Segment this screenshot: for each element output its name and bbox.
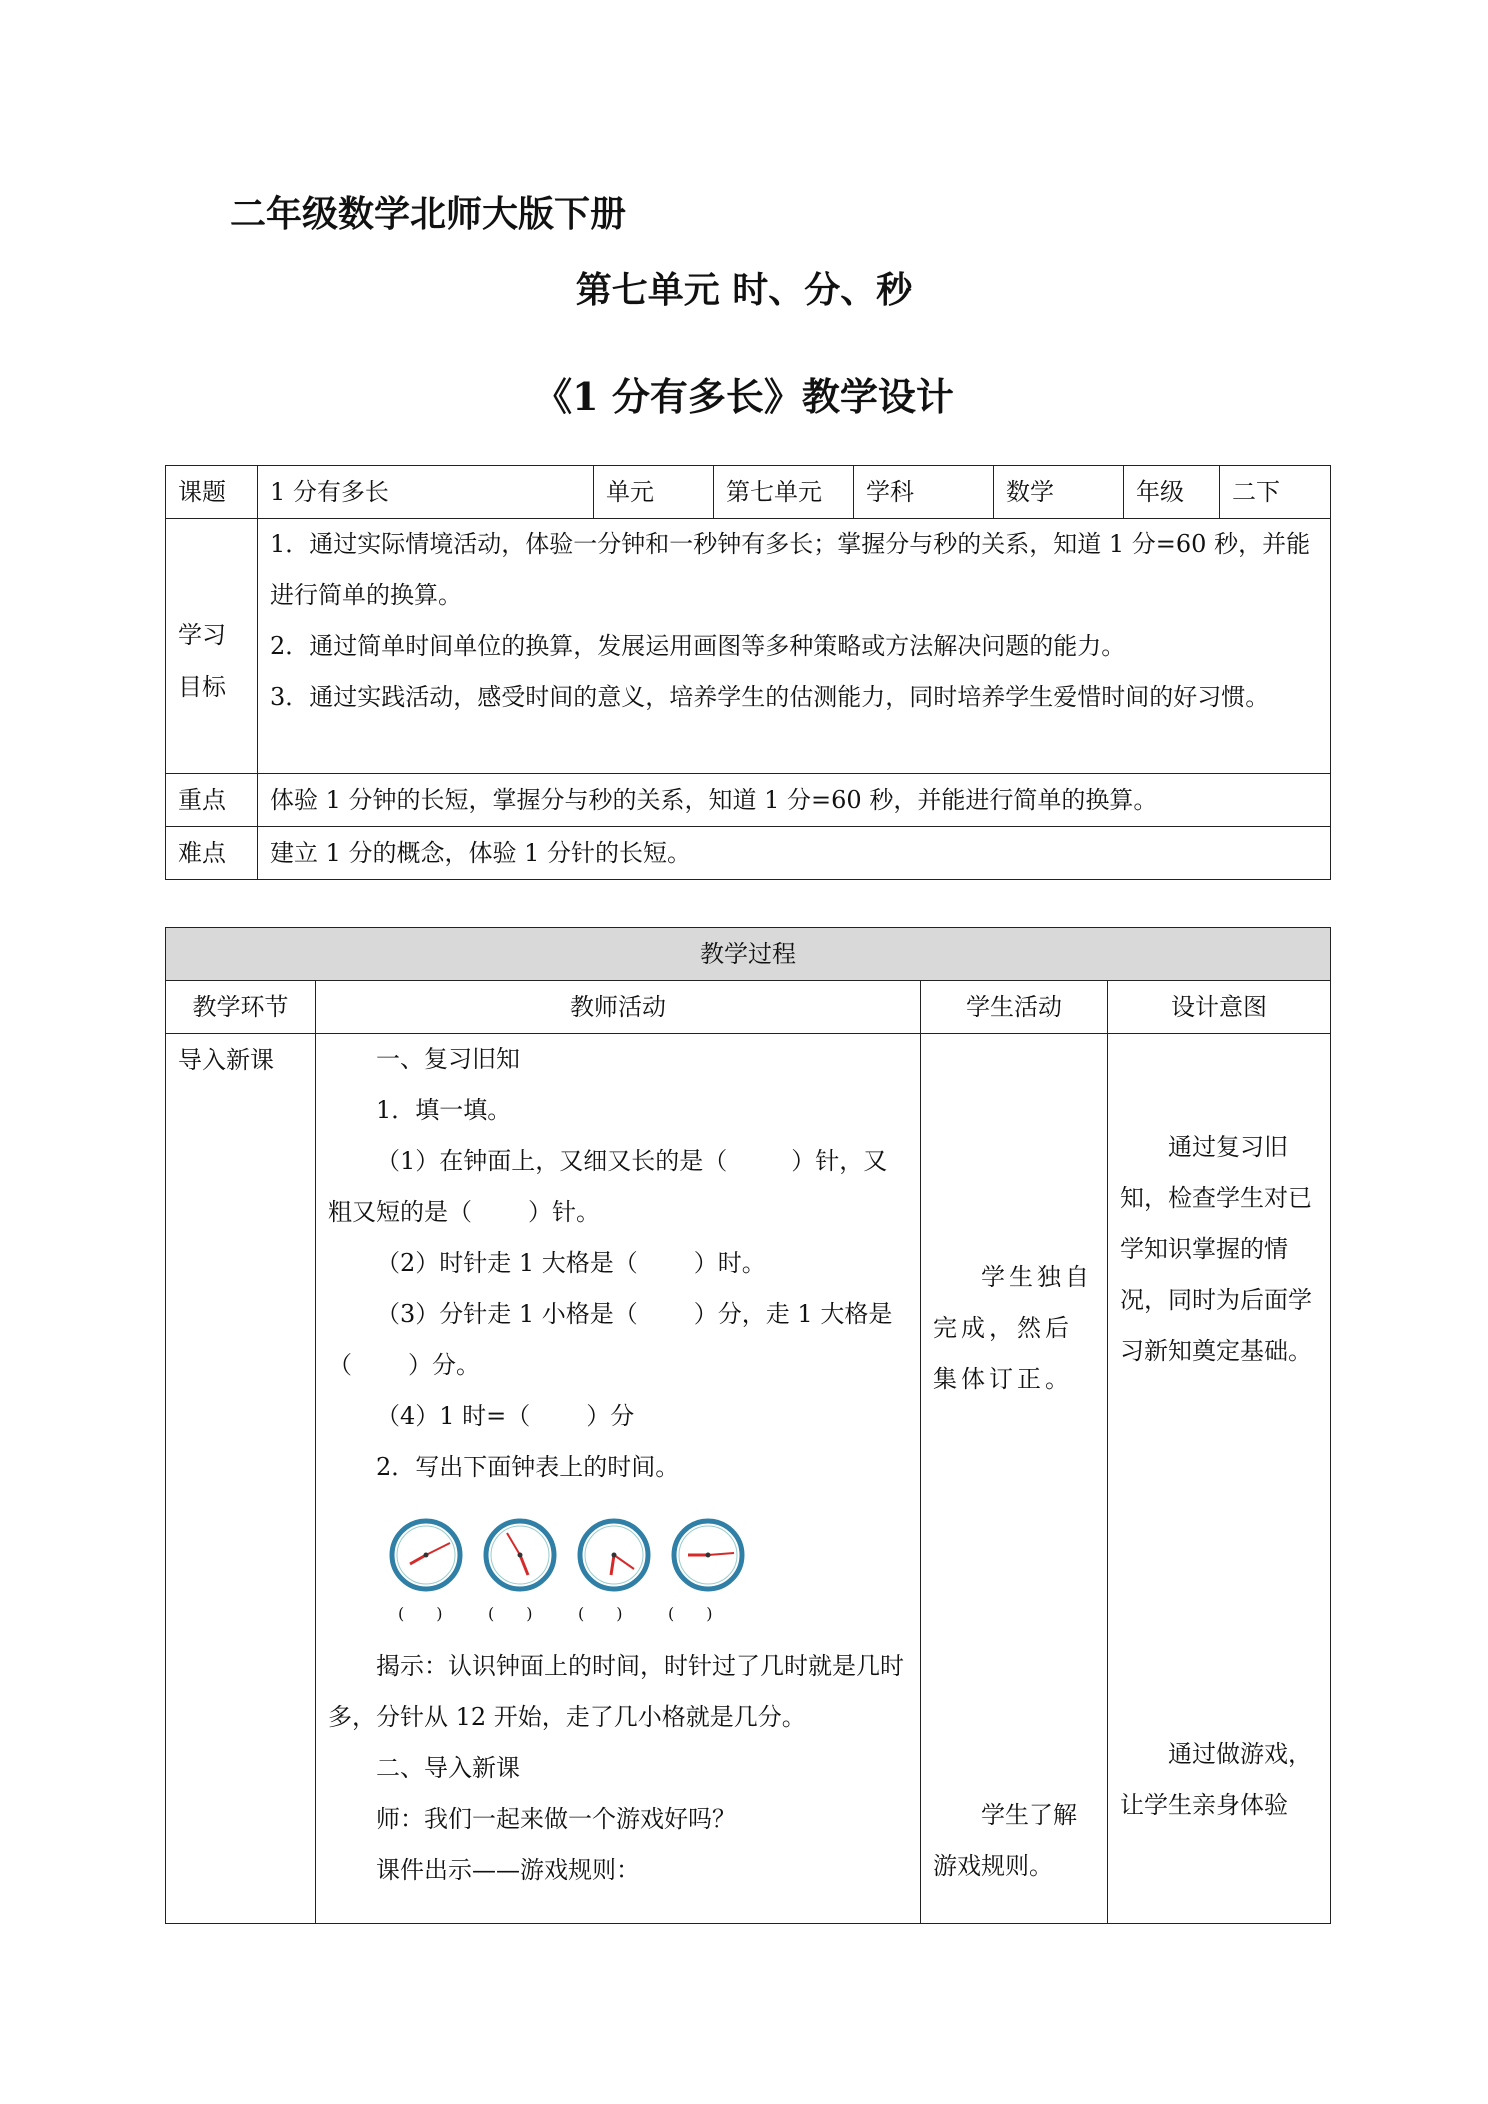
- label-difficulty: 难点: [166, 827, 258, 880]
- value-subject: 数学: [994, 466, 1124, 519]
- value-unit: 第七单元: [714, 466, 854, 519]
- label-topic: 课题: [166, 466, 258, 519]
- goal-1: 1．通过实际情境活动，体验一分钟和一秒钟有多长；掌握分与秒的关系，知道 1 分=60 秒，并能进行简单的换算。: [270, 530, 1311, 609]
- col-stage: 教学环节: [166, 981, 316, 1034]
- process-table: [165, 927, 1331, 1924]
- clock-icon: [576, 1517, 652, 1599]
- value-key: 体验 1 分钟的长短，掌握分与秒的关系，知道 1 分=60 秒，并能进行简单的换算。: [258, 774, 1331, 827]
- doc-title: 二年级数学北师大版下册: [230, 193, 627, 235]
- intent-1: 通过复习旧知，检查学生对已学知识掌握的情况，同时为后面学习新知奠定基础。: [1120, 1133, 1312, 1365]
- task-fill: 1．填一填。: [376, 1096, 512, 1124]
- lesson-title: 《1 分有多长》教学设计: [534, 374, 954, 419]
- teacher-line-1: 师：我们一起来做一个游戏好吗？: [376, 1805, 736, 1833]
- student-cell: [921, 1034, 1108, 1924]
- goal-3: 3．通过实践活动，感受时间的意义，培养学生的估测能力，同时培养学生爱惜时间的好习惯。: [270, 683, 1270, 711]
- label-subject: 学科: [854, 466, 994, 519]
- question-4: （4）1 时=（ ）分: [376, 1402, 635, 1430]
- clock-icon: [388, 1517, 464, 1599]
- col-student: 学生活动: [921, 981, 1108, 1034]
- process-heading: 教学过程: [166, 928, 1331, 981]
- info-table: [165, 465, 1331, 880]
- question-3: （3）分针走 1 小格是（ ）分，走 1 大格是（ ）分。: [328, 1300, 893, 1379]
- question-1: （1）在钟面上，又细又长的是（ ）针，又粗又短的是（ ）针。: [328, 1147, 888, 1226]
- student-activity-1: 学生独自完成，然后集体订正。: [933, 1263, 1093, 1393]
- clock-images: [388, 1517, 908, 1599]
- answer-blank: ( ): [578, 1604, 623, 1623]
- clock-icon: [670, 1517, 746, 1599]
- intent-cell: [1108, 1034, 1331, 1924]
- value-topic: 1 分有多长: [258, 466, 594, 519]
- teacher-cell: [316, 1034, 921, 1924]
- task-clocks: 2．写出下面钟表上的时间。: [376, 1453, 680, 1481]
- section-review: 一、复习旧知: [376, 1045, 520, 1073]
- answer-blank: ( ): [668, 1604, 713, 1623]
- answer-blank: ( ): [488, 1604, 533, 1623]
- clock-icon: [482, 1517, 558, 1599]
- col-teacher: 教师活动: [316, 981, 921, 1034]
- intent-2: 通过做游戏，让学生亲身体验: [1120, 1740, 1312, 1819]
- label-goals: 学习目标: [166, 519, 258, 774]
- stage-cell: 导入新课: [166, 1034, 316, 1924]
- section-intro: 二、导入新课: [376, 1754, 520, 1782]
- teacher-line-2: 课件出示——游戏规则：: [376, 1856, 640, 1884]
- goal-2: 2．通过简单时间单位的换算，发展运用画图等多种策略或方法解决问题的能力。: [270, 632, 1126, 660]
- student-activity-2: 学生了解游戏规则。: [933, 1801, 1077, 1880]
- label-key: 重点: [166, 774, 258, 827]
- col-intent: 设计意图: [1108, 981, 1331, 1034]
- clock-answer-row: [398, 1599, 908, 1629]
- label-grade: 年级: [1124, 466, 1220, 519]
- label-unit: 单元: [594, 466, 714, 519]
- question-2: （2）时针走 1 大格是（ ）时。: [376, 1249, 766, 1277]
- goals-cell: [258, 519, 1331, 774]
- reveal-text: 揭示：认识钟面上的时间，时针过了几时就是几时多，分针从 12 开始，走了几小格就是几分。: [328, 1652, 904, 1731]
- value-grade: 二下: [1220, 466, 1331, 519]
- value-difficulty: 建立 1 分的概念，体验 1 分针的长短。: [258, 827, 1331, 880]
- answer-blank: ( ): [398, 1604, 443, 1623]
- unit-title: 第七单元 时、分、秒: [575, 269, 913, 311]
